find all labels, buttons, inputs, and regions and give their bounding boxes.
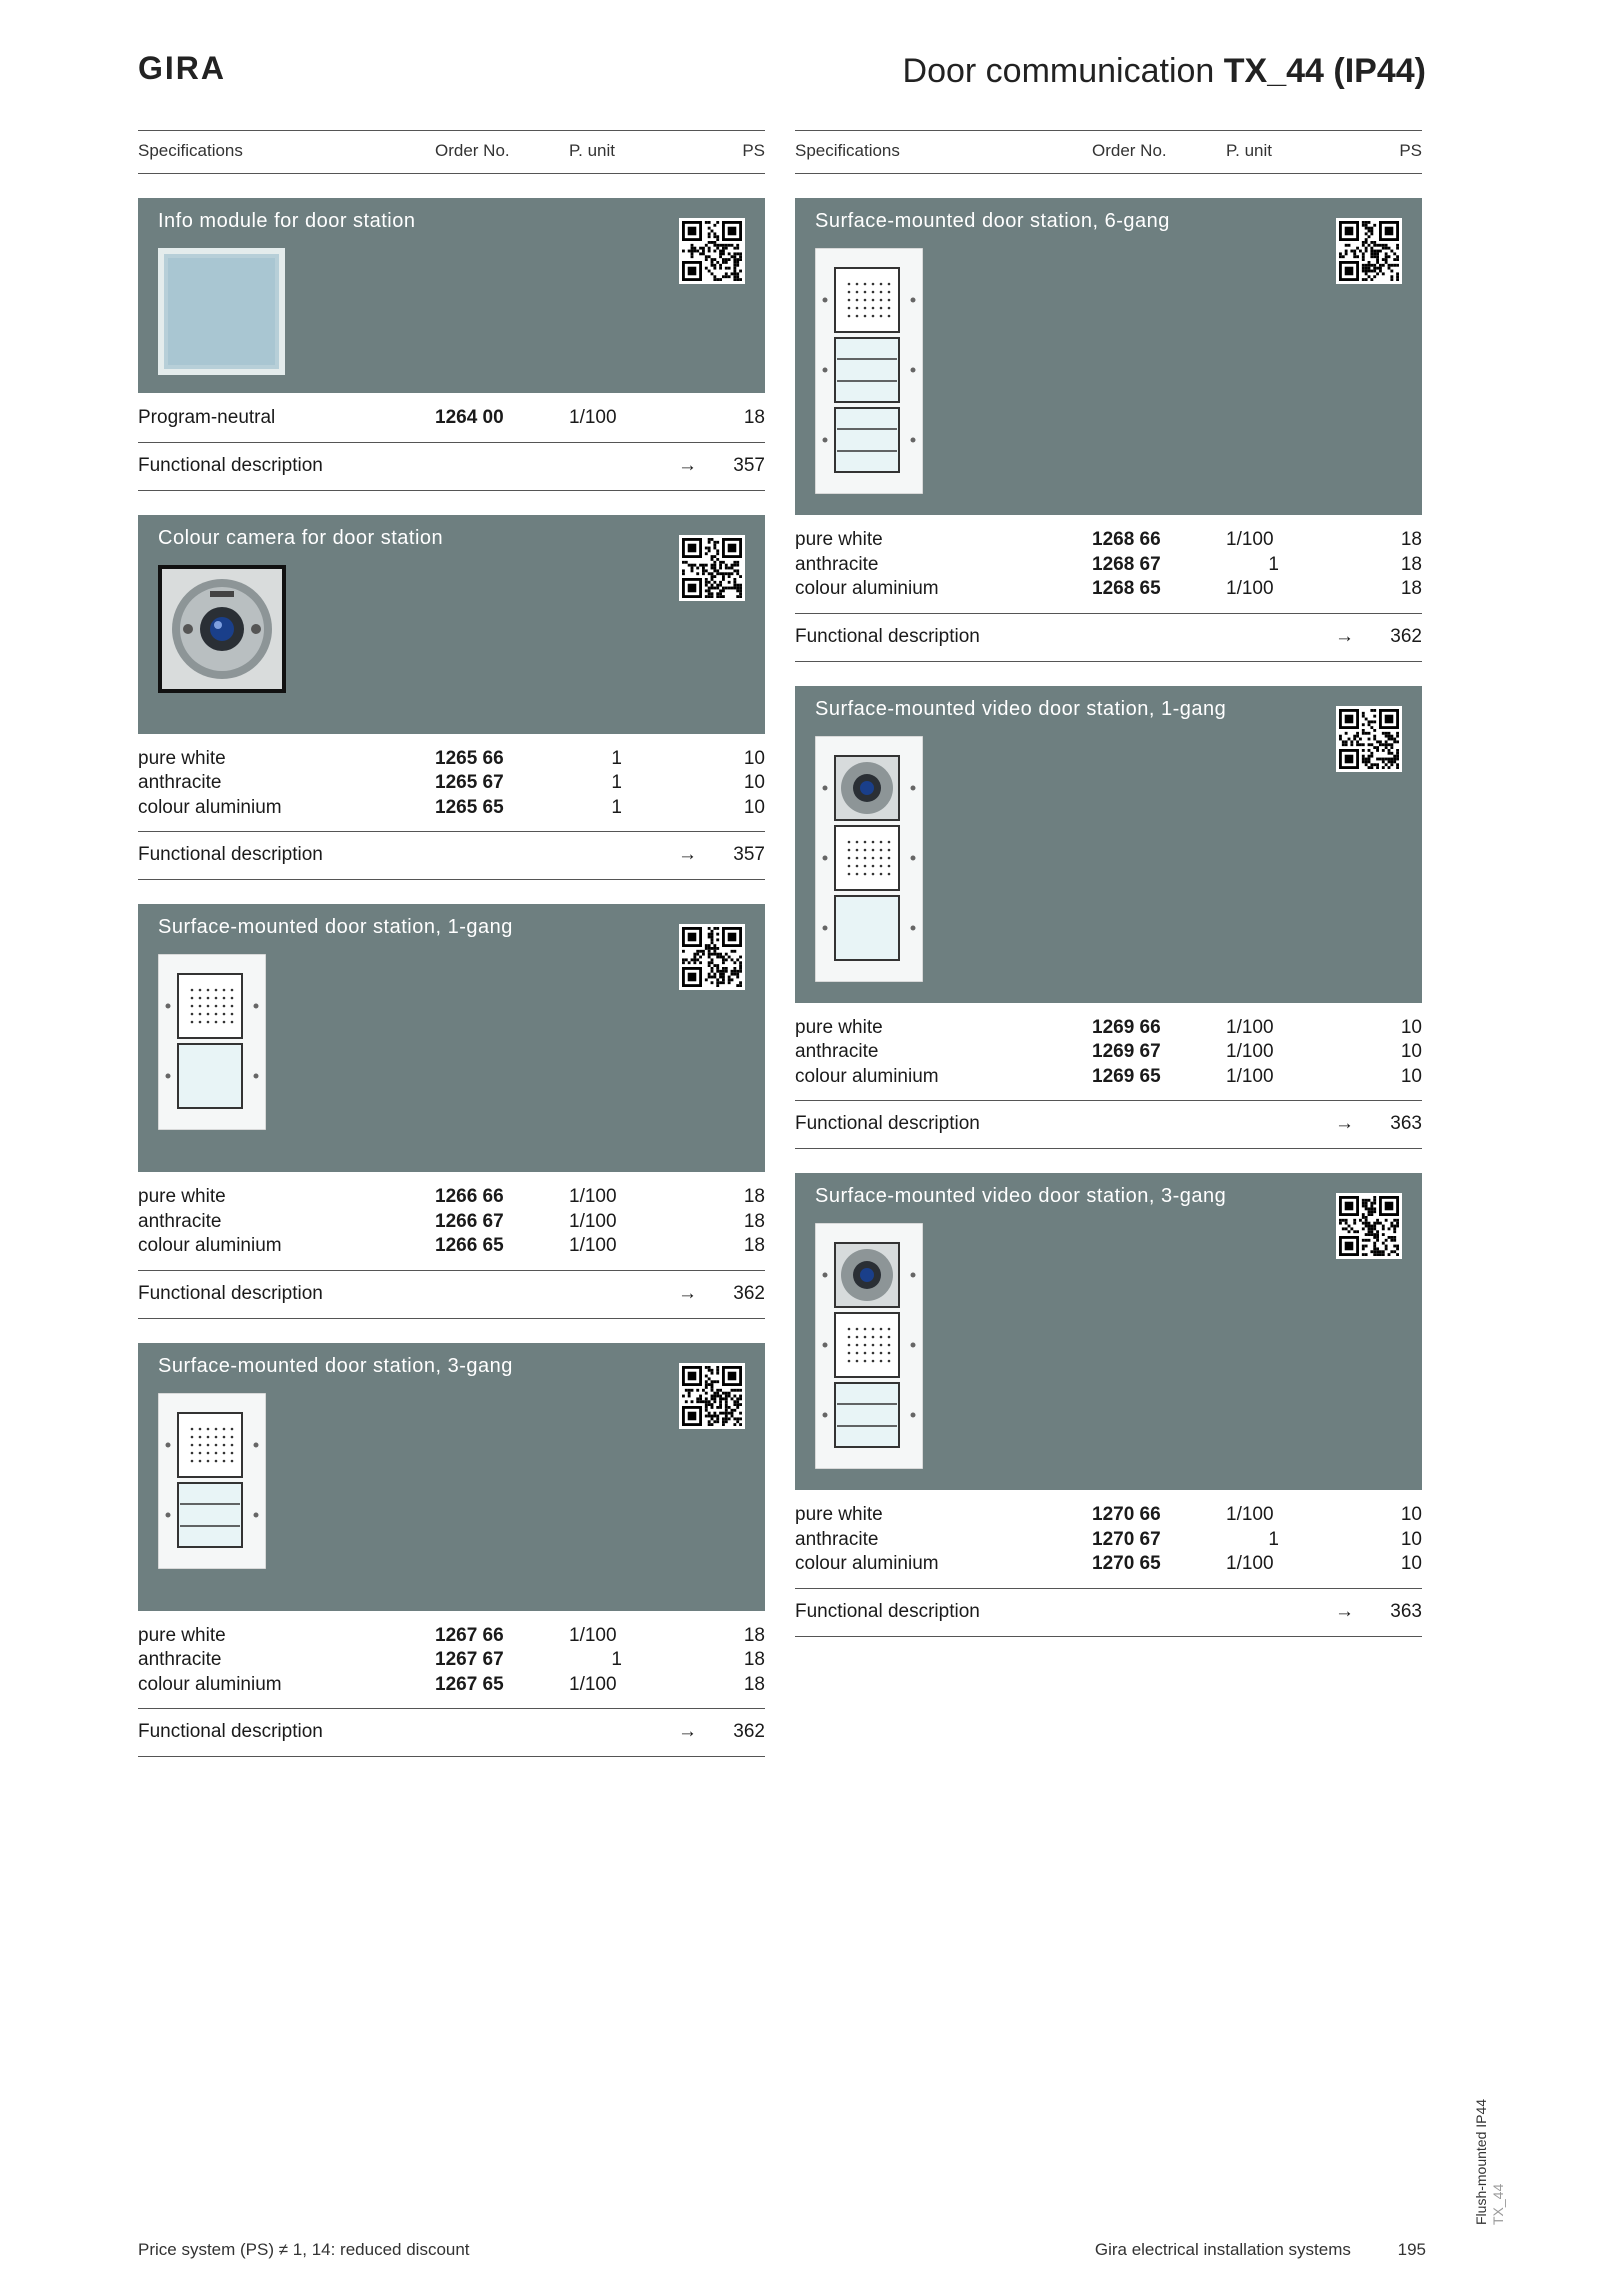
row-p-unit: 1/100 [569,407,617,428]
order-rows [795,1003,1422,1099]
row-ps: 18 [1400,553,1422,575]
row-p-unit: 1 [611,747,622,769]
product-title: Surface-mounted door station, 3-gang [158,1354,513,1377]
table-row [138,1211,765,1236]
table-row [138,748,765,773]
table-row [138,1186,765,1211]
row-order-no: 1269 67 [1092,1041,1161,1062]
row-order-no: 1270 67 [1092,1528,1161,1550]
qr-code-icon[interactable] [679,924,745,990]
row-order-no: 1268 67 [1092,553,1161,575]
row-label: colour aluminium [138,796,282,818]
func-page-ref: 362 [1390,625,1422,647]
row-order-no: 1266 66 [435,1186,504,1207]
table-row [138,1235,765,1260]
arrow-right-icon: → [678,454,697,476]
row-order-no: 1267 66 [435,1624,504,1646]
row-p-unit: 1 [1268,1528,1279,1550]
row-ps: 10 [743,747,765,769]
video-door-station-1gang-image [815,736,923,987]
func-page-ref: 357 [733,454,765,476]
camera-image [158,565,286,698]
arrow-right-icon: → [678,1721,697,1742]
page-title-bold: TX_44 (IP44) [1223,52,1426,90]
qr-code-icon[interactable] [1336,706,1402,772]
arrow-right-icon: → [1335,1113,1354,1134]
func-label: Functional description [795,625,980,647]
header-specifications: Specifications [795,141,900,160]
row-label: colour aluminium [795,1065,939,1087]
door-station-1gang-image [158,954,266,1135]
row-ps: 10 [1400,1528,1422,1550]
row-ps: 18 [743,407,765,428]
header-p-unit: P. unit [1226,141,1273,160]
row-ps: 18 [1400,529,1422,550]
table-row [795,529,1422,554]
table-row [138,1674,765,1699]
func-page-ref: 357 [733,844,765,865]
func-page-ref: 362 [733,1721,765,1742]
table-row [795,1529,1422,1554]
row-label: anthracite [138,772,222,793]
footer-publisher: Gira electrical installation systems [1094,2240,1351,2259]
row-p-unit: 1/100 [569,1210,617,1232]
gira-logo: GIRA [138,50,226,86]
table-row [138,1625,765,1650]
row-p-unit: 1/100 [1226,529,1274,550]
column-header-left [138,130,765,174]
row-p-unit: 1/100 [569,1624,617,1646]
row-order-no: 1269 65 [1092,1065,1161,1087]
functional-description-link[interactable] [795,613,1422,662]
table-row [138,797,765,822]
page-title-prefix: Door communication [902,52,1215,90]
functional-description-link[interactable] [795,1588,1422,1637]
row-order-no: 1269 66 [1092,1016,1161,1038]
row-label: colour aluminium [795,1553,939,1574]
row-p-unit: 1/100 [1226,1016,1274,1038]
qr-code-icon[interactable] [679,535,745,601]
table-row [795,1066,1422,1091]
product-panel-door-station-6gang [795,198,1422,515]
functional-description-link[interactable] [138,1270,765,1319]
func-page-ref: 363 [1390,1113,1422,1134]
side-section-text [1473,2075,1513,2225]
row-order-no: 1264 00 [435,407,504,428]
product-title: Surface-mounted door station, 1-gang [158,916,513,938]
row-label: anthracite [138,1210,222,1232]
header-ps: PS [1399,141,1422,160]
table-row [138,1649,765,1674]
row-ps: 18 [743,1673,765,1695]
row-order-no: 1270 66 [1092,1504,1161,1525]
header-specifications: Specifications [138,141,243,160]
row-label: pure white [138,1186,226,1207]
func-label: Functional description [138,454,323,476]
row-ps: 10 [743,772,765,793]
row-p-unit: 1 [1268,553,1279,575]
row-ps: 10 [1400,1016,1422,1038]
product-title: Surface-mounted video door station, 1-gang [815,697,1227,720]
row-label: anthracite [795,1528,879,1550]
table-row [138,772,765,797]
qr-code-icon[interactable] [1336,218,1402,284]
table-row [795,554,1422,579]
row-p-unit: 1 [611,796,622,818]
column-header-right [795,130,1422,174]
table-row [795,1017,1422,1042]
product-panel-video-door-station-1gang [795,686,1422,1003]
row-p-unit: 1/100 [1226,1041,1274,1062]
row-label: anthracite [138,1649,222,1670]
order-rows [138,393,765,440]
header-order-no: Order No. [435,141,510,160]
footer-note: Price system (PS) ≠ 1, 14: reduced discount [138,2240,470,2259]
row-ps: 18 [1400,578,1422,599]
product-title: Info module for door station [158,210,416,232]
functional-description-link[interactable] [138,1708,765,1757]
arrow-right-icon: → [678,844,697,865]
row-ps: 10 [743,796,765,818]
door-station-3gang-image [158,1393,266,1574]
header-ps: PS [742,141,765,160]
func-label: Functional description [795,1600,980,1622]
footer-right [1095,2240,1426,2260]
func-label: Functional description [795,1113,980,1134]
row-p-unit: 1 [611,772,622,793]
func-label: Functional description [138,844,323,865]
qr-code-icon[interactable] [1336,1193,1402,1259]
door-station-6gang-image [815,248,923,499]
video-door-station-3gang-image [815,1223,923,1474]
row-label: pure white [795,1504,883,1525]
table-row [795,1504,1422,1529]
product-panel-door-station-3gang [138,1343,765,1611]
row-order-no: 1267 67 [435,1649,504,1670]
row-label: pure white [795,529,883,550]
row-ps: 10 [1400,1065,1422,1087]
row-order-no: 1265 65 [435,796,504,818]
functional-description-link[interactable] [138,831,765,880]
table-row [138,407,765,432]
row-ps: 18 [743,1186,765,1207]
order-rows [138,1611,765,1707]
row-label: pure white [138,747,226,769]
row-order-no: 1265 66 [435,747,504,769]
row-label: anthracite [795,553,879,575]
row-ps: 10 [1400,1504,1422,1525]
row-order-no: 1267 65 [435,1673,504,1695]
side-label-primary: Flush-mounted IP44 [1473,2098,1489,2225]
header-order-no: Order No. [1092,141,1167,160]
func-label: Functional description [138,1282,323,1304]
row-p-unit: 1/100 [569,1235,617,1256]
arrow-right-icon: → [678,1282,697,1304]
row-p-unit: 1/100 [1226,1553,1274,1574]
row-order-no: 1270 65 [1092,1553,1161,1574]
product-panel-door-station-1gang [138,904,765,1172]
order-rows [795,1490,1422,1586]
product-panel-video-door-station-3gang [795,1173,1422,1490]
row-ps: 18 [743,1624,765,1646]
row-p-unit: 1/100 [1226,578,1274,599]
row-p-unit: 1/100 [569,1186,617,1207]
row-p-unit: 1 [611,1649,622,1670]
row-order-no: 1268 66 [1092,529,1161,550]
row-label: colour aluminium [138,1235,282,1256]
row-order-no: 1268 65 [1092,578,1161,599]
qr-code-icon[interactable] [679,218,745,284]
row-ps: 10 [1400,1553,1422,1574]
functional-description-link[interactable] [795,1100,1422,1149]
row-order-no: 1265 67 [435,772,504,793]
row-label: Program-neutral [138,407,276,428]
func-label: Functional description [138,1721,323,1742]
row-label: pure white [795,1016,883,1038]
row-label: colour aluminium [138,1673,282,1695]
row-label: anthracite [795,1041,879,1062]
side-label-secondary: TX_44 [1490,2183,1506,2225]
row-p-unit: 1/100 [1226,1504,1274,1525]
row-p-unit: 1/100 [569,1673,617,1695]
product-title: Surface-mounted door station, 6-gang [815,210,1170,232]
page-number: 195 [1397,2240,1426,2259]
row-ps: 18 [743,1235,765,1256]
order-rows [138,734,765,830]
product-title: Surface-mounted video door station, 3-gang [815,1185,1227,1207]
row-order-no: 1266 67 [435,1210,504,1232]
order-rows [138,1172,765,1268]
header-p-unit: P. unit [569,141,616,160]
arrow-right-icon: → [1335,625,1354,647]
order-rows [795,515,1422,611]
page-title [903,52,1426,91]
product-panel-info-module [138,198,765,393]
functional-description-link[interactable] [138,442,765,491]
row-label: pure white [138,1624,226,1646]
qr-code-icon[interactable] [679,1363,745,1429]
product-title: Colour camera for door station [158,526,444,549]
info-module-image [158,248,285,380]
left-column [138,130,765,1757]
arrow-right-icon: → [1335,1600,1354,1622]
product-panel-colour-camera [138,515,765,734]
table-row [795,1553,1422,1578]
row-label: colour aluminium [795,578,939,599]
table-row [795,578,1422,603]
func-page-ref: 363 [1390,1600,1422,1622]
row-p-unit: 1/100 [1226,1065,1274,1087]
row-order-no: 1266 65 [435,1235,504,1256]
func-page-ref: 362 [733,1282,765,1304]
table-row [795,1041,1422,1066]
row-ps: 10 [1400,1041,1422,1062]
row-ps: 18 [743,1649,765,1670]
right-column [795,130,1422,1637]
row-ps: 18 [743,1210,765,1232]
